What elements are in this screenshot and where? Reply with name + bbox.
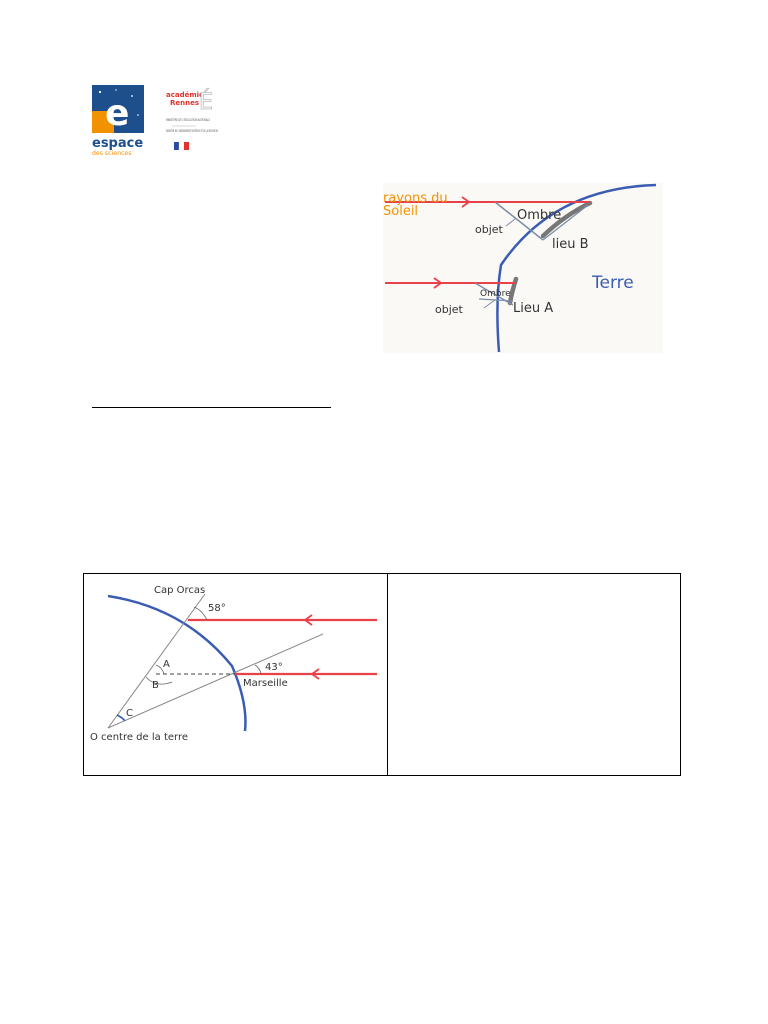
object-b-label: objet	[475, 223, 503, 236]
academie-e-emblem: É	[199, 90, 213, 115]
earth-label: Terre	[592, 273, 634, 293]
angle-c-label: C	[126, 708, 133, 719]
center-label: O centre de la terre	[90, 732, 188, 743]
earth-angles-diagram	[90, 578, 382, 773]
radius-to-cap-orcas	[108, 594, 205, 728]
angle-arc-b	[146, 677, 172, 684]
ministry-label-1: MINISTÈRE DE L'ÉDUCATION NATIONALE	[166, 118, 237, 122]
marseille-angle-label: 43°	[265, 662, 283, 673]
logo-star	[137, 114, 139, 116]
rays-label-line1: rayons du	[383, 191, 448, 206]
section-heading-underline	[92, 407, 331, 408]
logo-star	[131, 95, 133, 97]
angle-b-label: B	[152, 680, 159, 691]
table-column-divider	[387, 573, 388, 776]
place-b-label: lieu B	[552, 237, 589, 252]
logo-line2: des sciences	[92, 150, 132, 157]
logo-star	[99, 91, 101, 93]
shadow-b-label: Ombre	[517, 208, 562, 223]
logo-star	[115, 89, 116, 90]
rays-label-line2: Soleil	[383, 204, 419, 219]
angle-a-label: A	[163, 659, 170, 670]
logo-line1: espace	[92, 136, 144, 151]
angle-arc-c	[117, 715, 125, 721]
marseille-label: Marseille	[243, 678, 288, 689]
sun-rays-diagram	[383, 183, 663, 353]
cap-orcas-label: Cap Orcas	[154, 585, 206, 596]
cap-angle-label: 58°	[208, 603, 226, 614]
angle-arc-cap	[194, 607, 207, 620]
place-a-label: Lieu A	[513, 301, 554, 316]
angle-arc-marseille	[255, 665, 261, 674]
espace-des-sciences-logo	[92, 85, 144, 157]
academie-rennes-logo	[166, 85, 273, 157]
object-a-label: objet	[435, 303, 463, 316]
ministry-label-2: MINISTÈRE DE L'ENSEIGNEMENT SUPÉRIEUR ET DE LA RECHERCHE	[166, 129, 273, 133]
shadow-a-label: Ombre	[480, 289, 511, 299]
french-flag-icon	[174, 142, 189, 150]
academie-title-line1: académie	[166, 91, 204, 99]
logo-letter: e	[105, 93, 130, 134]
academie-title-line2: Rennes	[170, 99, 200, 107]
